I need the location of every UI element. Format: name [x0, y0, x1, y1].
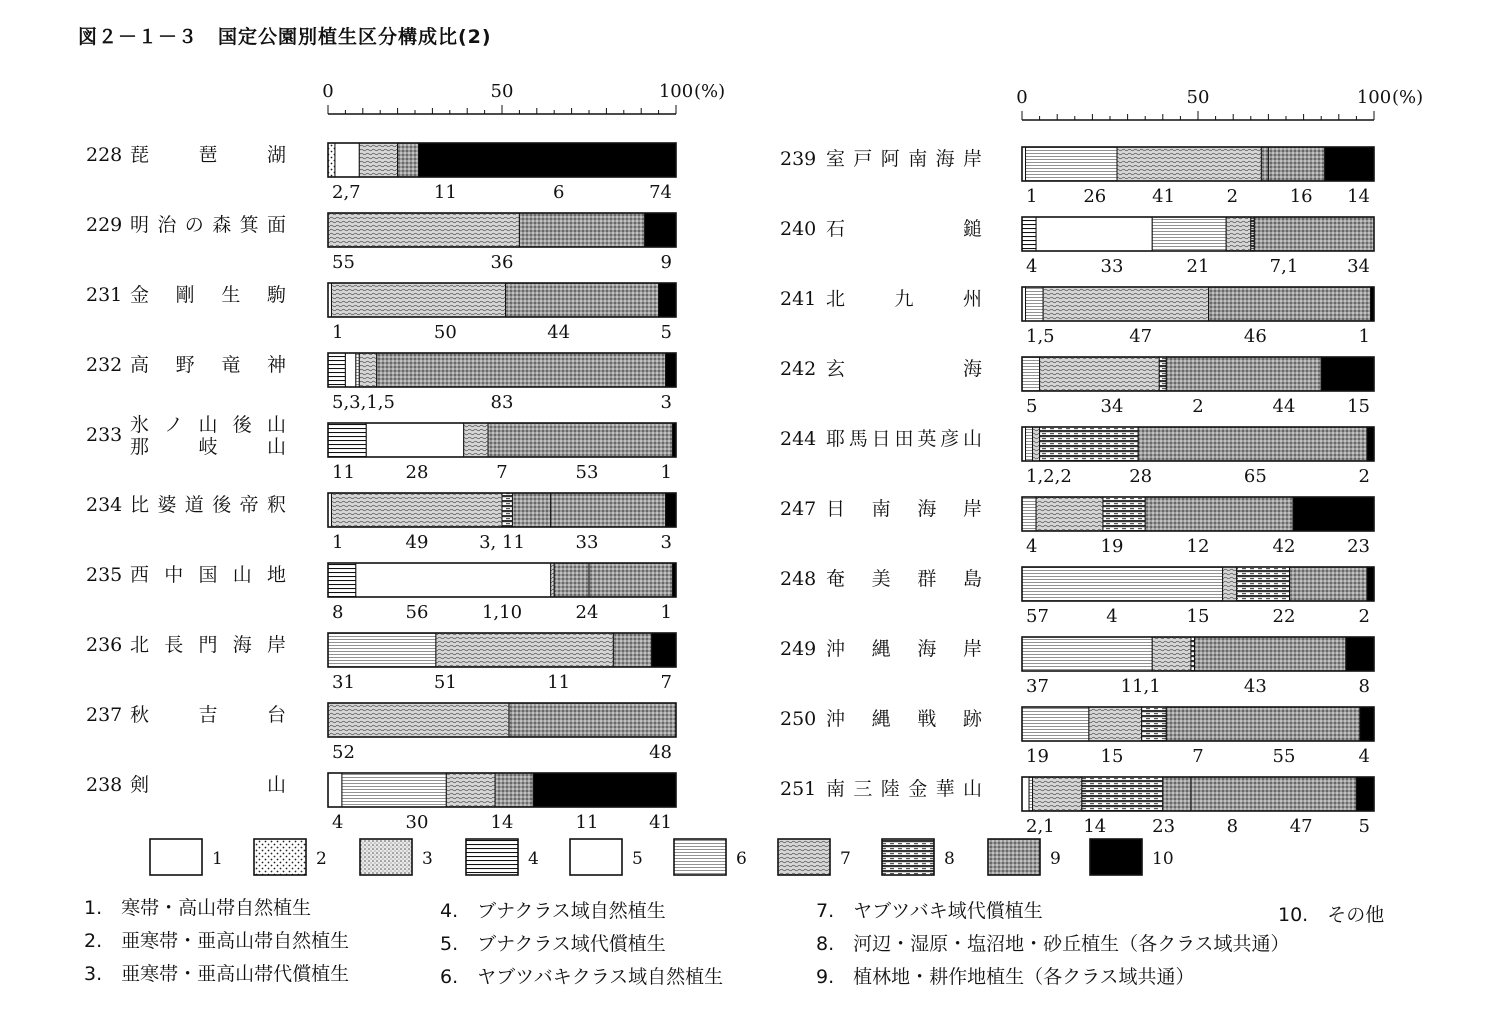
bar-value-label: 4	[1106, 606, 1118, 627]
row-id-label: 249	[780, 638, 817, 660]
bar-segment-cat-6	[1022, 357, 1040, 391]
bar-value-label: 14	[1347, 186, 1370, 207]
bar-value-label: 55	[1272, 746, 1296, 767]
legend-desc-5: 5. ブナクラス域代償植生	[440, 933, 666, 955]
legend-desc-4: 4. ブナクラス域自然植生	[440, 900, 666, 922]
row-id-label: 229	[86, 214, 123, 236]
bar-segment-cat-8	[502, 493, 512, 527]
row-id-label: 238	[86, 774, 123, 796]
bar-segment-cat-8	[1142, 707, 1167, 741]
bar-segment-cat-9	[505, 283, 658, 317]
bar-value-label: 4	[1358, 746, 1370, 767]
legend-key-label: 2	[316, 849, 327, 869]
row-name-label: 日南海岸	[826, 498, 982, 520]
bar-value-label: 48	[649, 742, 672, 763]
bar-value-label: 11	[547, 672, 571, 693]
bar-value-label: 4	[1026, 256, 1038, 277]
row-name-label: 琵琶湖	[130, 144, 286, 166]
legend-swatch-10	[1090, 839, 1142, 875]
legend-key-label: 6	[736, 849, 747, 869]
bar-segment-cat-10	[1356, 777, 1374, 811]
bar-value-label: 14	[1083, 816, 1107, 837]
bar-segment-cat-9	[488, 423, 672, 457]
legend-swatch-9	[988, 839, 1040, 875]
legend-swatch-5	[570, 839, 622, 875]
bar-value-label: 24	[575, 602, 599, 623]
row-name-label: 耶馬日田英彦山	[826, 428, 982, 450]
bar-segment-cat-7	[359, 353, 376, 387]
bar-segment-cat-2	[328, 143, 335, 177]
row-name-label: 室戸阿南海岸	[826, 148, 982, 170]
bar-segment-cat-10	[1293, 497, 1374, 531]
bar-value-label: 21	[1186, 256, 1210, 277]
bar-segment-cat-9	[1290, 567, 1367, 601]
bar-value-label: 23	[1347, 536, 1370, 557]
bar-value-label: 33	[1100, 256, 1124, 277]
bar-segment-cat-9	[1194, 637, 1345, 671]
bar-value-label: 4	[332, 812, 344, 833]
row-name-label: 西中国山地	[130, 564, 286, 586]
legend-desc-2: 2. 亜寒帯・亜高山帯自然植生	[84, 930, 350, 952]
bar-value-label: 42	[1272, 536, 1296, 557]
bar-segment-cat-10	[1346, 637, 1374, 671]
legend-swatch-3	[360, 839, 412, 875]
row-name-label: 沖縄戦跡	[826, 708, 982, 730]
bar-segment-cat-10	[1321, 357, 1374, 391]
legend-key-label: 9	[1050, 849, 1061, 869]
bar-segment-cat-10	[1367, 427, 1374, 461]
row-name-label: 石鎚	[826, 218, 982, 240]
legend-desc-10: 10. その他	[1278, 904, 1385, 926]
bar-segment-cat-10	[659, 283, 676, 317]
bar-value-label: 28	[405, 462, 429, 483]
bar-segment-cat-9	[1261, 147, 1268, 181]
bar-value-label: 6	[552, 182, 565, 203]
bar-value-label: 3	[660, 392, 672, 413]
bar-value-label: 15	[1100, 746, 1124, 767]
bar-segment-cat-7	[464, 423, 488, 457]
bar-segment-cat-5	[1022, 777, 1029, 811]
row-id-label: 236	[86, 634, 123, 656]
row-id-label: 242	[780, 358, 817, 380]
row-name-label: 剣山	[130, 774, 286, 796]
bar-segment-cat-6	[342, 773, 446, 807]
bar-segment-cat-5	[328, 773, 342, 807]
row-name-label: 明治の森箕面	[130, 214, 286, 236]
row-id-label: 247	[780, 498, 817, 520]
bar-segment-cat-10	[666, 353, 676, 387]
bar-segment-cat-4	[328, 423, 366, 457]
row-name-label: 北九州	[826, 288, 982, 310]
bar-segment-cat-9	[1163, 777, 1191, 811]
bar-value-label: 5	[660, 322, 672, 343]
bar-value-label: 30	[405, 812, 429, 833]
bar-value-label: 5	[1026, 396, 1038, 417]
bar-value-label: 51	[433, 672, 457, 693]
bar-segment-cat-7	[359, 143, 397, 177]
legend-swatch-6	[674, 839, 726, 875]
bar-segment-cat-8	[1159, 357, 1166, 391]
bar-value-label: 36	[490, 252, 514, 273]
legend-key-label: 5	[632, 849, 643, 869]
bar-value-label: 1	[660, 602, 672, 623]
bar-value-label: 8	[1226, 816, 1239, 837]
row-name-label: 金剛生駒	[130, 284, 286, 306]
row-id-label: 237	[86, 704, 123, 726]
axis-unit-label: (%)	[694, 81, 726, 102]
bar-value-label: 8	[332, 602, 344, 623]
bar-segment-cat-7	[1226, 217, 1251, 251]
legend-key-label: 4	[528, 849, 539, 869]
row-id-label: 228	[86, 144, 123, 166]
axis-unit-label: (%)	[1392, 87, 1424, 108]
row-name-label: 北長門海岸	[130, 634, 286, 656]
bar-value-label: 56	[405, 602, 429, 623]
bar-value-label: 7	[660, 672, 672, 693]
bar-segment-cat-6	[328, 633, 436, 667]
bar-segment-cat-7	[1043, 287, 1208, 321]
bar-segment-cat-9	[398, 143, 419, 177]
bar-value-label: 33	[575, 532, 599, 553]
row-id-label: 240	[780, 218, 817, 240]
bar-segment-cat-9	[1166, 707, 1360, 741]
bar-segment-cat-9	[519, 213, 644, 247]
bar-segment-cat-7	[1152, 637, 1191, 671]
bar-segment-cat-10	[1367, 567, 1374, 601]
bar-value-label: 53	[575, 462, 599, 483]
bar-value-label: 1	[1358, 326, 1370, 347]
bar-segment-cat-9	[1268, 147, 1324, 181]
row-name-label: 沖縄海岸	[826, 638, 982, 660]
bar-value-label: 34	[1100, 396, 1124, 417]
bar-value-label: 31	[332, 672, 355, 693]
bar-value-label: 11	[332, 462, 355, 483]
bar-segment-cat-7	[328, 703, 509, 737]
bar-value-label: 15	[1186, 606, 1210, 627]
bar-value-label: 8	[1358, 676, 1370, 697]
bar-segment-cat-10	[645, 213, 676, 247]
axis-tick-label: 50	[1186, 87, 1210, 108]
legend-desc-9: 9. 植林地・耕作地植生（各クラス域共通）	[816, 966, 1195, 988]
bar-segment-cat-6	[1152, 217, 1226, 251]
legend-key-label: 8	[944, 849, 955, 869]
bar-value-label: 12	[1186, 536, 1210, 557]
bar-value-label: 14	[490, 812, 514, 833]
bar-segment-cat-8	[1251, 217, 1255, 251]
bar-segment-cat-7	[1036, 497, 1103, 531]
axis-tick-label: 0	[322, 81, 334, 102]
bar-value-label: 28	[1129, 466, 1153, 487]
bar-segment-cat-6	[1022, 497, 1036, 531]
bar-value-label: 7	[496, 462, 508, 483]
bar-value-label: 47	[1129, 326, 1153, 347]
bar-value-label: 50	[433, 322, 457, 343]
bar-value-label: 2	[1358, 606, 1370, 627]
bar-value-label: 15	[1347, 396, 1370, 417]
bar-segment-cat-6	[1022, 707, 1089, 741]
legend-key-label: 7	[840, 849, 851, 869]
bar-segment-cat-7	[328, 213, 519, 247]
row-name-label: 秋吉台	[130, 704, 286, 726]
bar-segment-cat-10	[666, 493, 676, 527]
bar-value-label: 1,2,2	[1026, 466, 1072, 487]
bar-segment-cat-9	[377, 353, 666, 387]
bar-segment-cat-7	[1223, 567, 1237, 601]
bar-segment-cat-7	[446, 773, 495, 807]
axis-tick-label: 100	[1356, 87, 1392, 108]
bar-value-label: 74	[649, 182, 672, 203]
bar-value-label: 41	[649, 812, 672, 833]
bar-value-label: 5	[1358, 816, 1370, 837]
bar-value-label: 2,7	[332, 182, 361, 203]
bar-value-label: 1,10	[481, 602, 523, 623]
bar-value-label: 43	[1243, 676, 1267, 697]
row-id-label: 231	[86, 284, 123, 306]
bar-value-label: 1	[332, 322, 344, 343]
bar-value-label: 11	[433, 182, 457, 203]
bar-value-label: 22	[1272, 606, 1296, 627]
row-id-label: 251	[780, 778, 817, 800]
bar-segment-cat-4	[328, 563, 356, 597]
bar-value-label: 7	[1192, 746, 1204, 767]
row-id-label: 233	[86, 424, 123, 446]
row-id-label: 234	[86, 494, 123, 516]
bar-value-label: 2,1	[1026, 816, 1055, 837]
bar-value-label: 49	[405, 532, 429, 553]
bar-segment-cat-10	[533, 773, 676, 807]
bar-segment-cat-8	[1082, 777, 1163, 811]
bar-segment-cat-9	[1191, 777, 1356, 811]
bar-value-label: 44	[1272, 396, 1296, 417]
row-id-label: 239	[780, 148, 817, 170]
row-id-label: 248	[780, 568, 817, 590]
legend-swatch-7	[778, 839, 830, 875]
bar-segment-cat-9	[509, 703, 676, 737]
bar-segment-cat-10	[1360, 707, 1374, 741]
bar-value-label: 19	[1100, 536, 1124, 557]
bar-value-label: 2	[1192, 396, 1204, 417]
row-name-label: 高野竜神	[130, 354, 286, 376]
bar-segment-cat-7	[1117, 147, 1261, 181]
legend-desc-3: 3. 亜寒帯・亜高山帯代償植生	[84, 963, 350, 985]
bar-segment-cat-5	[345, 353, 355, 387]
bar-segment-cat-7	[1033, 777, 1082, 811]
bar-value-label: 83	[490, 392, 514, 413]
bar-segment-cat-7	[331, 493, 502, 527]
bar-segment-cat-4	[1022, 217, 1036, 251]
bar-value-label: 5,3,1,5	[332, 392, 395, 413]
bar-segment-cat-7	[331, 283, 505, 317]
bar-segment-cat-7	[436, 633, 613, 667]
bar-value-label: 4	[1026, 536, 1038, 557]
bar-segment-cat-9	[1145, 497, 1293, 531]
bar-segment-cat-9	[1209, 287, 1371, 321]
bar-value-label: 65	[1243, 466, 1267, 487]
bar-segment-cat-10	[418, 143, 676, 177]
legend-desc-6: 6. ヤブツバキクラス域自然植生	[440, 966, 724, 988]
legend-swatch-2	[254, 839, 306, 875]
bar-segment-cat-7	[1033, 427, 1040, 461]
bar-segment-cat-9	[1138, 427, 1367, 461]
bar-value-label: 3, 11	[479, 532, 525, 553]
bar-value-label: 57	[1026, 606, 1049, 627]
bar-value-label: 11,1	[1120, 676, 1161, 697]
bar-segment-cat-6	[1029, 777, 1033, 811]
bar-segment-cat-9	[551, 493, 666, 527]
legend-key-label: 3	[422, 849, 433, 869]
row-name-label: 那岐山	[130, 436, 286, 458]
legend-swatch-1	[150, 839, 202, 875]
bar-segment-cat-6	[1026, 147, 1118, 181]
row-id-label: 241	[780, 288, 817, 310]
bar-segment-cat-6	[1022, 637, 1152, 671]
bar-segment-cat-7	[551, 563, 554, 597]
bar-value-label: 2	[1358, 466, 1370, 487]
axis-tick-label: 0	[1016, 87, 1028, 108]
legend-desc-8: 8. 河辺・湿原・塩沼地・砂丘植生（各クラス域共通）	[816, 933, 1290, 955]
bar-value-label: 1	[1026, 186, 1038, 207]
bar-value-label: 1,5	[1026, 326, 1055, 347]
bar-value-label: 26	[1083, 186, 1107, 207]
bar-segment-cat-8	[1191, 637, 1195, 671]
bar-segment-cat-5	[366, 423, 463, 457]
bar-value-label: 37	[1026, 676, 1049, 697]
bar-value-label: 19	[1026, 746, 1049, 767]
bar-value-label: 2	[1226, 186, 1239, 207]
row-name-label: 奄美群島	[826, 568, 982, 590]
bar-segment-cat-6	[1026, 427, 1033, 461]
row-id-label: 244	[780, 428, 817, 450]
row-name-label: 玄海	[826, 358, 982, 380]
bar-value-label: 46	[1243, 326, 1267, 347]
row-name-label: 氷ノ山後山	[130, 414, 286, 436]
figure-title: 図２－１－３ 国定公園別植生区分構成比(2)	[78, 26, 492, 48]
bar-value-label: 9	[660, 252, 672, 273]
bar-value-label: 41	[1152, 186, 1176, 207]
bar-segment-cat-6	[356, 353, 359, 387]
legend-swatch-4	[466, 839, 518, 875]
legend-desc-7: 7. ヤブツバキ域代償植生	[816, 900, 1043, 922]
bar-value-label: 1	[660, 462, 672, 483]
bar-segment-cat-5	[1036, 217, 1152, 251]
bar-value-label: 44	[547, 322, 571, 343]
row-id-label: 235	[86, 564, 123, 586]
bar-segment-cat-7	[1040, 357, 1160, 391]
bar-segment-cat-10	[1325, 147, 1374, 181]
bar-value-label: 16	[1289, 186, 1313, 207]
legend-swatch-8	[882, 839, 934, 875]
bar-segment-cat-8	[1040, 427, 1139, 461]
bar-value-label: 47	[1289, 816, 1313, 837]
row-name-label: 南三陸金華山	[826, 778, 982, 800]
bar-segment-cat-9	[1166, 357, 1321, 391]
bar-segment-cat-9	[613, 633, 651, 667]
legend-key-label: 1	[212, 849, 223, 869]
bar-segment-cat-9	[589, 563, 673, 597]
bar-segment-cat-6	[1026, 287, 1044, 321]
legend-key-label: 10	[1152, 849, 1174, 869]
bar-segment-cat-8	[1237, 567, 1290, 601]
row-name-label: 比婆道後帝釈	[130, 494, 286, 516]
bar-value-label: 23	[1152, 816, 1176, 837]
bar-segment-cat-5	[356, 563, 551, 597]
bar-segment-cat-4	[328, 353, 345, 387]
bar-segment-cat-9	[495, 773, 533, 807]
bar-segment-cat-9	[1254, 217, 1374, 251]
bar-segment-cat-5	[335, 143, 359, 177]
bar-segment-cat-8	[1103, 497, 1145, 531]
bar-value-label: 55	[332, 252, 355, 273]
row-id-label: 250	[780, 708, 817, 730]
bar-value-label: 3	[660, 532, 672, 553]
bar-segment-cat-9	[512, 493, 550, 527]
bar-segment-cat-6	[1022, 567, 1223, 601]
bar-value-label: 52	[332, 742, 355, 763]
bar-value-label: 11	[575, 812, 599, 833]
row-id-label: 232	[86, 354, 123, 376]
bar-segment-cat-7	[1089, 707, 1142, 741]
legend-desc-1: 1. 寒帯・高山帯自然植生	[84, 897, 312, 919]
bar-segment-cat-10	[652, 633, 676, 667]
axis-tick-label: 50	[490, 81, 514, 102]
bar-segment-cat-9	[554, 563, 589, 597]
bar-value-label: 1	[332, 532, 344, 553]
axis-tick-label: 100	[658, 81, 694, 102]
bar-value-label: 34	[1347, 256, 1370, 277]
bar-value-label: 7,1	[1269, 256, 1299, 277]
